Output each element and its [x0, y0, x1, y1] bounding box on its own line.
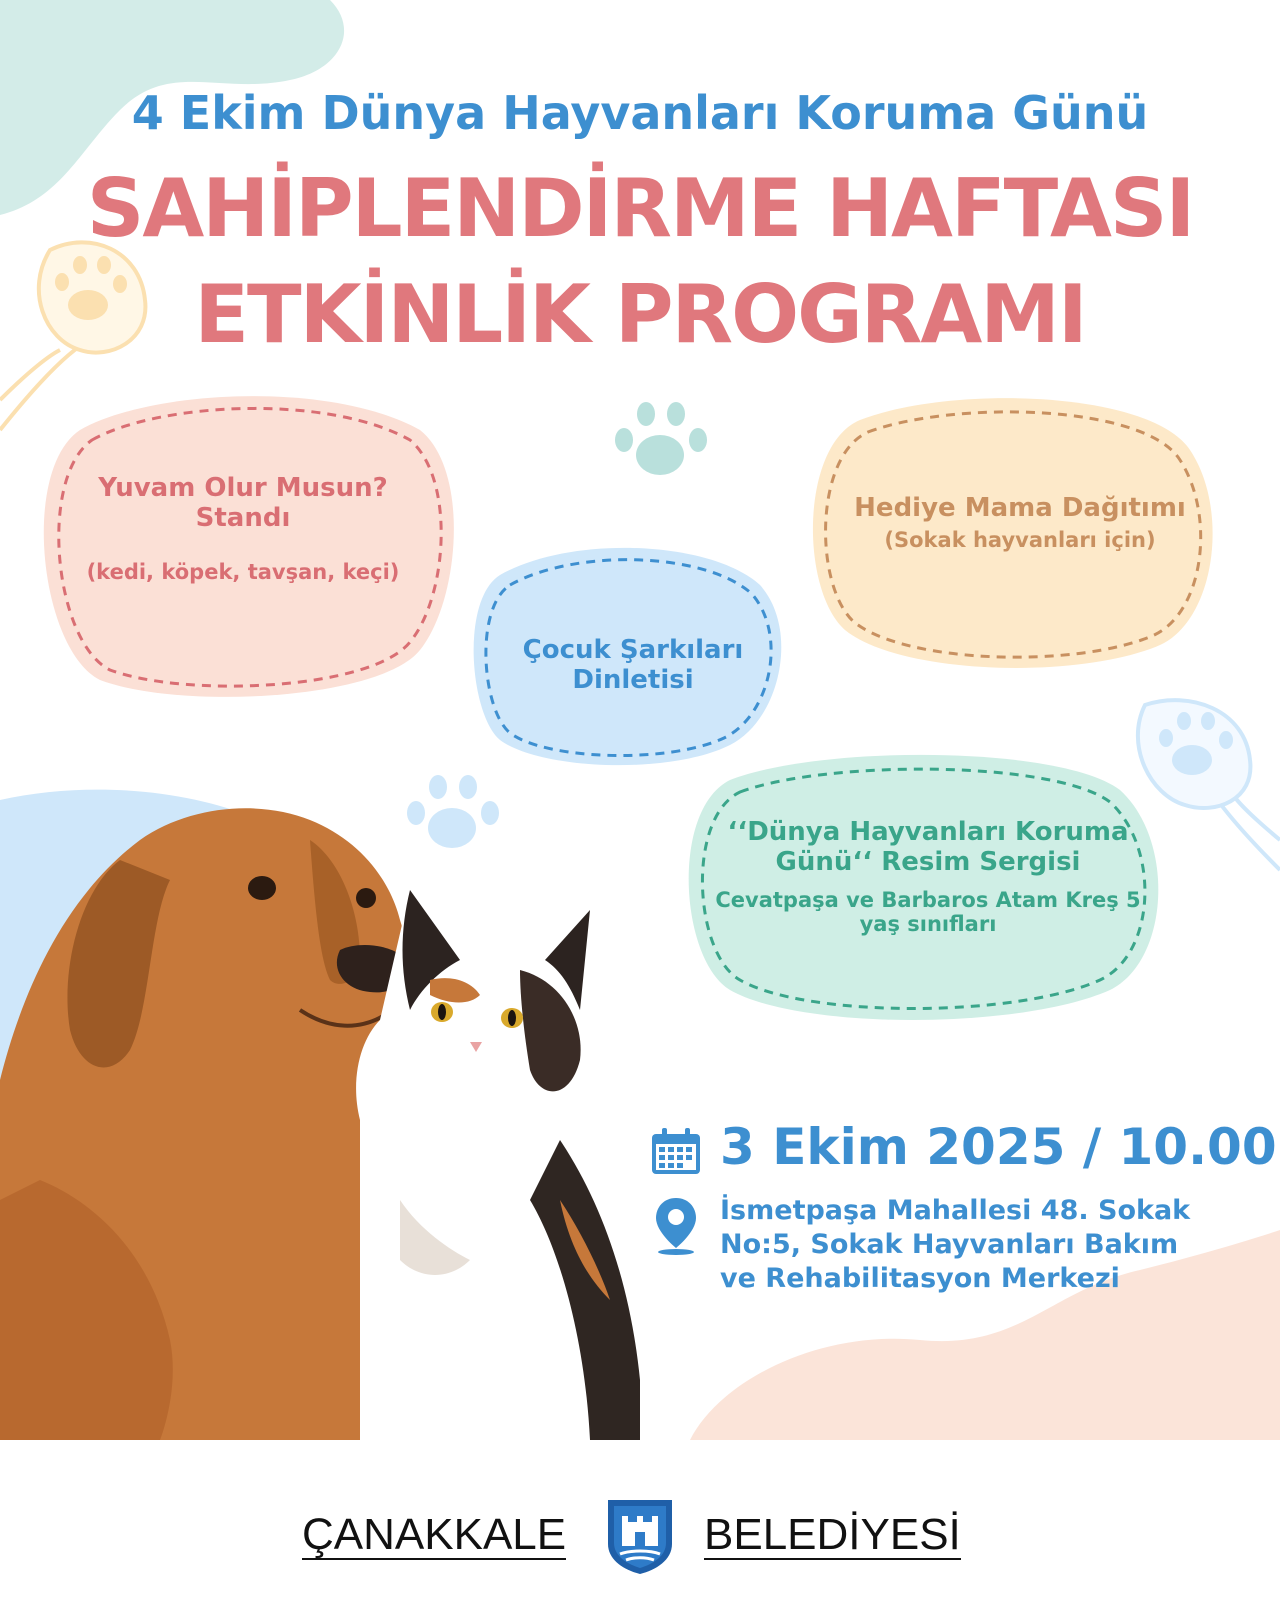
event-subtitle: 4 Ekim Dünya Hayvanları Koruma Günü [131, 86, 1149, 140]
event-title: ‘‘Dünya Hayvanları Koruma Günü‘‘ Resim Sergisi [727, 817, 1129, 877]
calendar-icon [650, 1128, 702, 1176]
event-title: Yuvam Olur Musun? Standı [98, 473, 388, 533]
event-detail: (kedi, köpek, tavşan, keçi) [86, 559, 400, 584]
event-date-time: 3 Ekim 2025 / 10.00 [720, 1118, 1277, 1176]
event-bubble-food-distribution [840, 494, 1200, 552]
headline-line-1: SAHİPLENDİRME HAFTASI [86, 162, 1194, 255]
event-bubble-children-songs [488, 636, 778, 696]
event-bubble-art-exhibition [708, 818, 1148, 936]
dog-and-cat-photo [0, 780, 650, 1440]
event-detail: Cevatpaşa ve Barbaros Atam Kreş 5 yaş sınıfları [715, 887, 1141, 936]
municipality-crest-icon [604, 1496, 676, 1576]
headline-line-2: ETKİNLİK PROGRAMI [194, 268, 1086, 361]
event-detail: (Sokak hayvanları için) [884, 527, 1156, 552]
municipality-name-right: BELEDİYESİ [704, 1510, 961, 1559]
event-title: Hediye Mama Dağıtımı [854, 493, 1186, 523]
event-bubble-adoption-stand [58, 474, 428, 584]
location-pin-icon [652, 1196, 700, 1256]
municipality-name-left: ÇANAKKALE [302, 1510, 567, 1559]
footer [0, 1470, 1280, 1600]
paw-print-icon [615, 402, 707, 475]
event-address: İsmetpaşa Mahallesi 48. Sokak No:5, Sokak Hayvanları Bakım ve Rehabilitasyon Merkezi [720, 1195, 1191, 1294]
event-title: Çocuk Şarkıları Dinletisi [522, 635, 744, 695]
